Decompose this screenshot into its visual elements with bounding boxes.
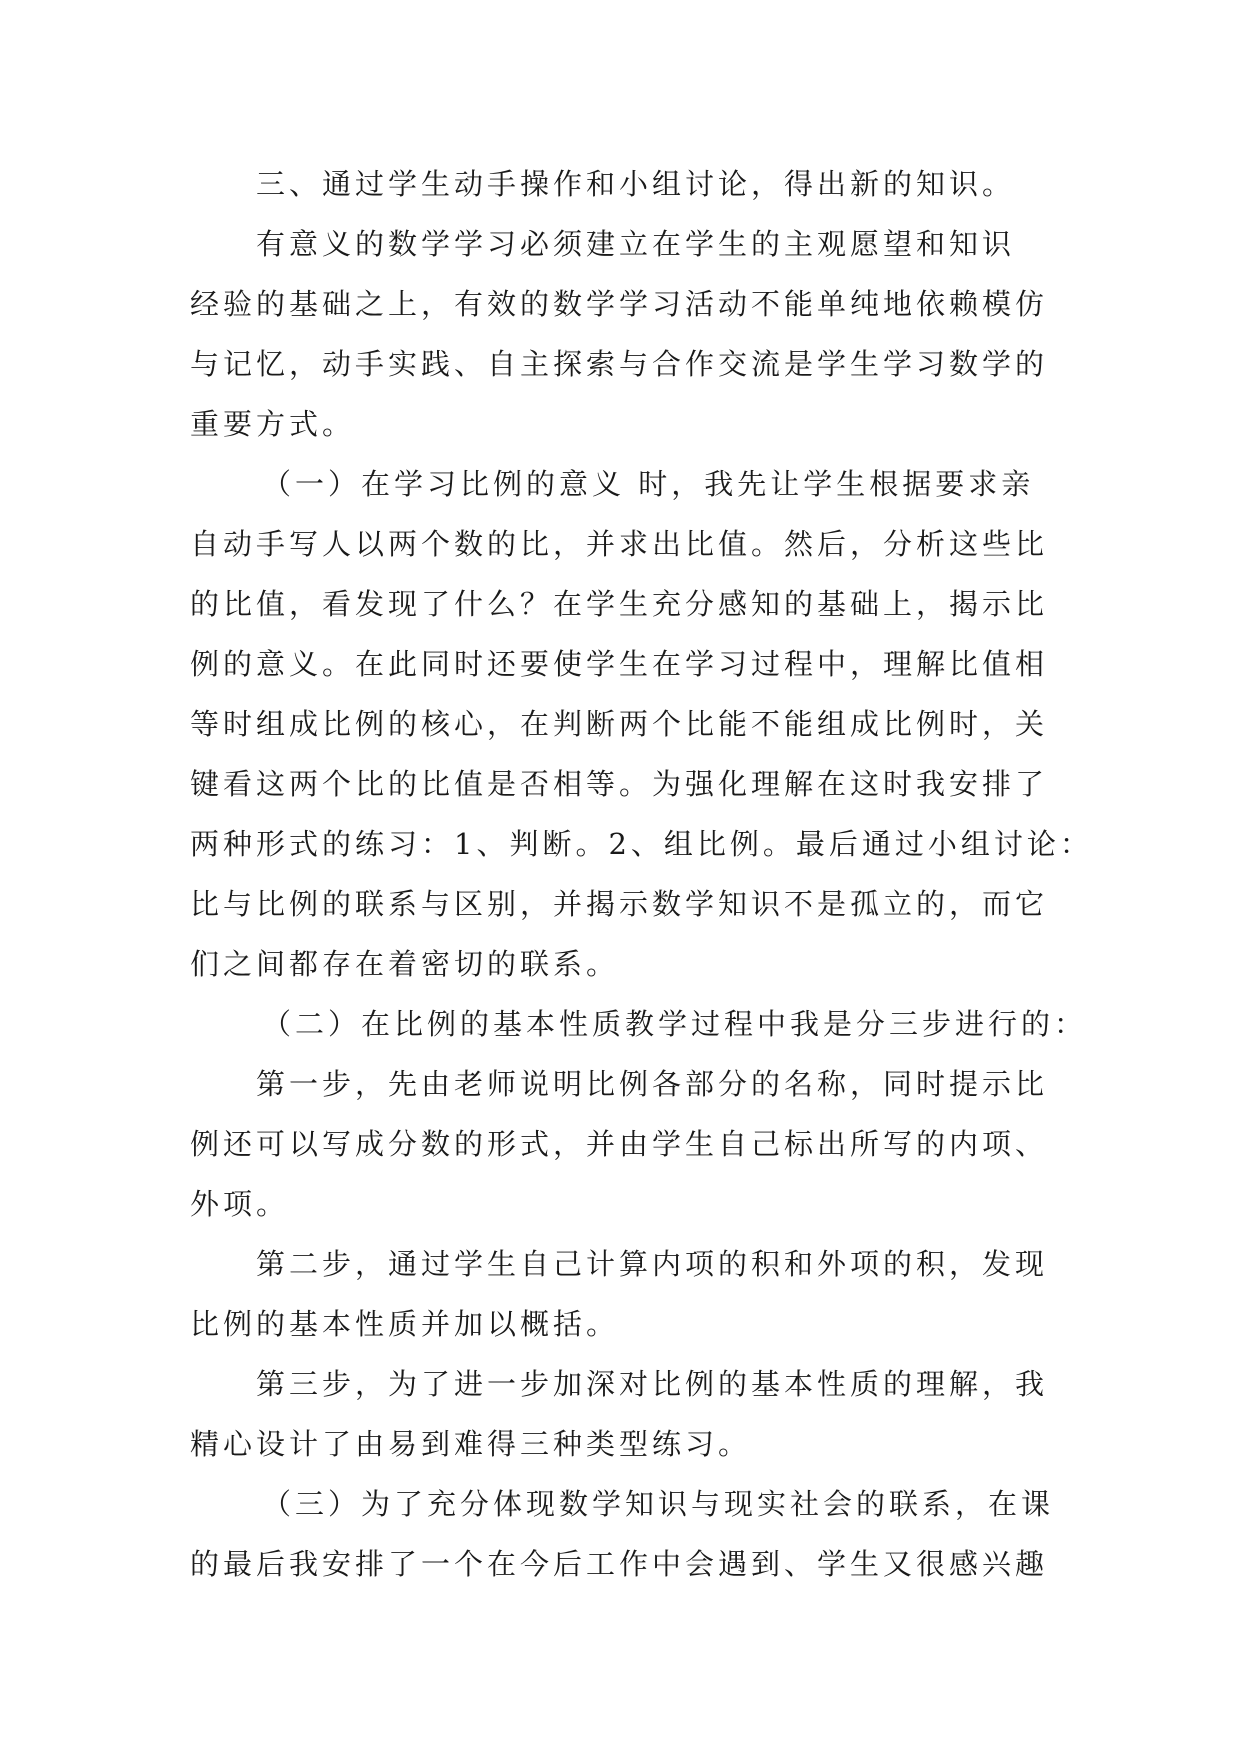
paragraph-line: （三）为了充分体现数学知识与现实社会的联系，在课: [262, 1487, 1055, 1521]
paragraph-line: 重要方式。: [190, 407, 356, 441]
paragraph-line: 的最后我安排了一个在今后工作中会遇到、学生又很感兴趣: [190, 1547, 1049, 1581]
paragraph-line: 们之间都存在着密切的联系。: [190, 947, 620, 981]
paragraph-line: 两种形式的练习：1、判断。2、组比例。最后通过小组讨论：: [190, 827, 1093, 861]
paragraph-line: 与记忆，动手实践、自主探索与合作交流是学生学习数学的: [190, 347, 1049, 381]
paragraph-line: 三、通过学生动手操作和小组讨论，得出新的知识。: [256, 167, 1016, 201]
paragraph-line: 自动手写人以两个数的比，并求出比值。然后，分析这些比: [190, 527, 1049, 561]
paragraph-line: （一）在学习比例的意义 时，我先让学生根据要求亲: [262, 467, 1035, 501]
paragraph-line: 比与比例的联系与区别，并揭示数学知识不是孤立的，而它: [190, 887, 1049, 921]
paragraph-line: （二）在比例的基本性质教学过程中我是分三步进行的：: [262, 1007, 1088, 1041]
paragraph-line: 第三步，为了进一步加深对比例的基本性质的理解，我: [256, 1367, 1049, 1401]
paragraph-line: 例的意义。在此同时还要使学生在学习过程中，理解比值相: [190, 647, 1049, 681]
paragraph-line: 有意义的数学学习必须建立在学生的主观愿望和知识: [256, 227, 1016, 261]
paragraph-line: 的比值，看发现了什么？在学生充分感知的基础上，揭示比: [190, 587, 1049, 621]
paragraph-line: 经验的基础之上，有效的数学学习活动不能单纯地依赖模仿: [190, 287, 1049, 321]
paragraph-line: 比例的基本性质并加以概括。: [190, 1307, 620, 1341]
paragraph-line: 第一步，先由老师说明比例各部分的名称，同时提示比: [256, 1067, 1049, 1101]
paragraph-line: 第二步，通过学生自己计算内项的积和外项的积，发现: [256, 1247, 1049, 1281]
paragraph-line: 键看这两个比的比值是否相等。为强化理解在这时我安排了: [190, 767, 1049, 801]
paragraph-line: 等时组成比例的核心，在判断两个比能不能组成比例时，关: [190, 707, 1049, 741]
paragraph-line: 外项。: [190, 1187, 290, 1221]
paragraph-line: 精心设计了由易到难得三种类型练习。: [190, 1427, 752, 1461]
paragraph-line: 例还可以写成分数的形式，并由学生自己标出所写的内项、: [190, 1127, 1049, 1161]
